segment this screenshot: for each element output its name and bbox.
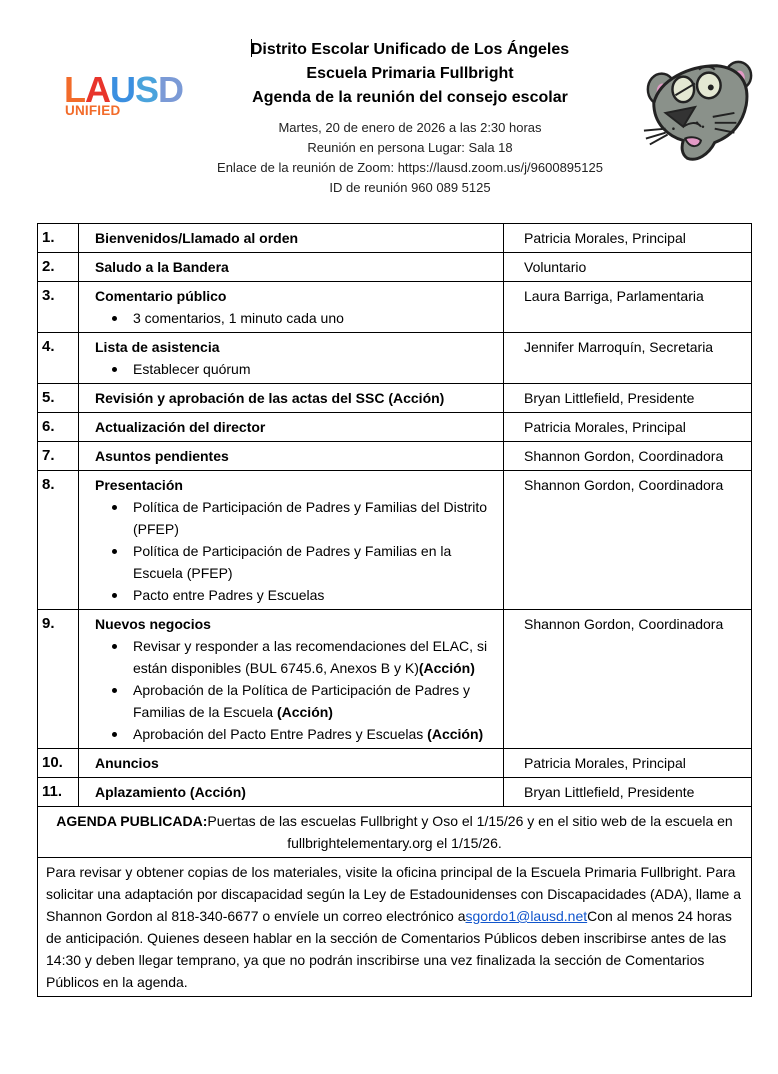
agenda-row xyxy=(38,778,752,807)
agenda-row xyxy=(38,333,752,384)
agenda-subitem-text: Aprobación de la Política de Participación de Padres y Familias de la Escuela xyxy=(133,682,470,720)
agenda-item-title: Bienvenidos/Llamado al orden xyxy=(95,230,299,246)
logo-letter: S xyxy=(135,69,159,110)
meeting-info xyxy=(180,118,640,198)
agenda-subitem-text: Política de Participación de Padres y Familias del Distrito (PFEP) xyxy=(133,499,488,537)
agenda-row xyxy=(38,471,752,610)
meeting-id: ID de reunión 960 089 5125 xyxy=(329,180,491,195)
agenda-subitems xyxy=(95,496,495,606)
agenda-row xyxy=(38,749,752,778)
agenda-subitem-text: Revisar y responder a las recomendaciones del ELAC, si están disponibles (BUL 6745.6, Anexos B y K) xyxy=(133,638,488,676)
posted-row xyxy=(38,807,752,858)
agenda-item-title: Aplazamiento (Acción) xyxy=(95,784,246,800)
agenda-item xyxy=(79,471,504,610)
agenda-item-title: Saludo a la Bandera xyxy=(95,259,229,275)
agenda-subitem xyxy=(133,358,495,380)
agenda-row xyxy=(38,610,752,749)
agenda-subitems xyxy=(95,635,495,745)
panther-mascot-icon xyxy=(640,52,758,170)
footer-text-2: Con al menos 24 horas de anticipación. Quienes deseen hablar en la sección de Comentarios Públicos deben inscribirse antes de las 14:30 y deben llegar temprano, ya que no podrán inscribirse una vez finalizada la sección de Comentarios Públicos en la agenda. xyxy=(46,908,732,990)
agenda-presenter: Patricia Morales, Principal xyxy=(504,749,752,778)
meeting-date: Martes, 20 de enero de 2026 a las 2:30 horas xyxy=(278,120,542,135)
agenda-presenter: Jennifer Marroquín, Secretaria xyxy=(504,333,752,384)
agenda-subitem xyxy=(133,635,495,679)
agenda-item-number: 7. xyxy=(38,442,79,471)
agenda-presenter: Voluntario xyxy=(504,253,752,282)
meeting-location: Reunión en persona Lugar: Sala 18 xyxy=(307,140,513,155)
footer-text-1: Para revisar y obtener copias de los materiales, visite la oficina principal de la Escuela Primaria Fullbright. Para solicitar una adaptación por discapacidad según la Ley de Estadounidenses con Discapacidades (ADA), llame a Shannon Gordon al 818-340-6677 o envíele un correo electrónico a xyxy=(46,864,741,924)
agenda-item-number: 10. xyxy=(38,749,79,778)
agenda-item-number: 8. xyxy=(38,471,79,610)
agenda-presenter: Shannon Gordon, Coordinadora xyxy=(504,610,752,749)
logo-letter: U xyxy=(110,69,135,110)
agenda-subitems xyxy=(95,358,495,380)
agenda-presenter: Patricia Morales, Principal xyxy=(504,413,752,442)
posted-notice xyxy=(38,807,752,858)
footer-row xyxy=(38,858,752,997)
agenda-body xyxy=(38,224,752,807)
agenda-subitem-text: Establecer quórum xyxy=(133,361,251,377)
action-tag: (Acción) xyxy=(427,726,484,742)
agenda-subitem-text: 3 comentarios, 1 minuto cada uno xyxy=(133,310,344,326)
agenda-presenter: Shannon Gordon, Coordinadora xyxy=(504,442,752,471)
agenda-item xyxy=(79,333,504,384)
agenda-row xyxy=(38,253,752,282)
posted-text: Puertas de las escuelas Fullbright y Oso el 1/15/26 y en el sitio web de la escuela en fullbrightelementary.org el 1/15/26. xyxy=(207,813,733,851)
agenda-item-number: 11. xyxy=(38,778,79,807)
district-name-text: Distrito Escolar Unificado de Los Ángeles xyxy=(250,41,570,58)
agenda-item xyxy=(79,442,504,471)
agenda-presenter: Laura Barriga, Parlamentaria xyxy=(504,282,752,333)
agenda-item-title: Nuevos negocios xyxy=(95,616,211,632)
document-heading xyxy=(180,38,640,110)
logo-letter: A xyxy=(85,69,110,110)
action-tag: (Acción) xyxy=(418,660,475,676)
agenda-row xyxy=(38,413,752,442)
agenda-row xyxy=(38,282,752,333)
agenda-row xyxy=(38,384,752,413)
agenda-item-title: Actualización del director xyxy=(95,419,266,435)
agenda-item xyxy=(79,778,504,807)
agenda-item-number: 3. xyxy=(38,282,79,333)
logo-letter: L xyxy=(64,69,85,110)
agenda-item-number: 9. xyxy=(38,610,79,749)
agenda-subitem xyxy=(133,307,495,329)
agenda-title: Agenda de la reunión del consejo escolar xyxy=(252,89,568,106)
agenda-subitem xyxy=(133,496,495,540)
agenda-item xyxy=(79,282,504,333)
agenda-item-number: 2. xyxy=(38,253,79,282)
agenda-subitems xyxy=(95,307,495,329)
agenda-item-title: Comentario público xyxy=(95,288,227,304)
agenda-item xyxy=(79,413,504,442)
agenda-subitem xyxy=(133,584,495,606)
agenda-subitem xyxy=(133,540,495,584)
agenda-item-number: 5. xyxy=(38,384,79,413)
agenda-item xyxy=(79,610,504,749)
agenda-item-number: 4. xyxy=(38,333,79,384)
agenda-subitem-text: Política de Participación de Padres y Familias en la Escuela (PFEP) xyxy=(133,543,452,581)
agenda-item xyxy=(79,384,504,413)
agenda-item-title: Asuntos pendientes xyxy=(95,448,229,464)
agenda-item-title: Revisión y aprobación de las actas del SSC (Acción) xyxy=(95,390,445,406)
agenda-item xyxy=(79,253,504,282)
email-link[interactable]: sgordo1@lausd.net xyxy=(465,908,588,924)
agenda-subitem-text: Aprobación del Pacto Entre Padres y Escuelas xyxy=(133,726,428,742)
agenda-item-number: 1. xyxy=(38,224,79,253)
agenda-subitem xyxy=(133,679,495,723)
footer-notice xyxy=(38,858,752,997)
agenda-presenter: Bryan Littlefield, Presidente xyxy=(504,384,752,413)
agenda-item-number: 6. xyxy=(38,413,79,442)
agenda-item xyxy=(79,224,504,253)
agenda-item-title: Lista de asistencia xyxy=(95,339,220,355)
agenda-item-title: Anuncios xyxy=(95,755,159,771)
school-name: Escuela Primaria Fullbright xyxy=(306,65,514,82)
agenda-subitem xyxy=(133,723,495,745)
agenda-presenter: Shannon Gordon, Coordinadora xyxy=(504,471,752,610)
agenda-presenter: Bryan Littlefield, Presidente xyxy=(504,778,752,807)
district-name xyxy=(180,38,640,62)
agenda-presenter: Patricia Morales, Principal xyxy=(504,224,752,253)
logo-letter: D xyxy=(158,69,184,110)
logo-subtitle: UNIFIED xyxy=(65,103,121,118)
agenda-row xyxy=(38,224,752,253)
agenda-table xyxy=(37,223,752,997)
action-tag: (Acción) xyxy=(276,704,333,720)
zoom-link[interactable]: Enlace de la reunión de Zoom: https://lausd.zoom.us/j/9600895125 xyxy=(217,160,603,175)
agenda-subitem-text: Pacto entre Padres y Escuelas xyxy=(133,587,325,603)
agenda-item-title: Presentación xyxy=(95,477,183,493)
agenda-row xyxy=(38,442,752,471)
agenda-item xyxy=(79,749,504,778)
posted-label: AGENDA PUBLICADA: xyxy=(56,813,208,829)
